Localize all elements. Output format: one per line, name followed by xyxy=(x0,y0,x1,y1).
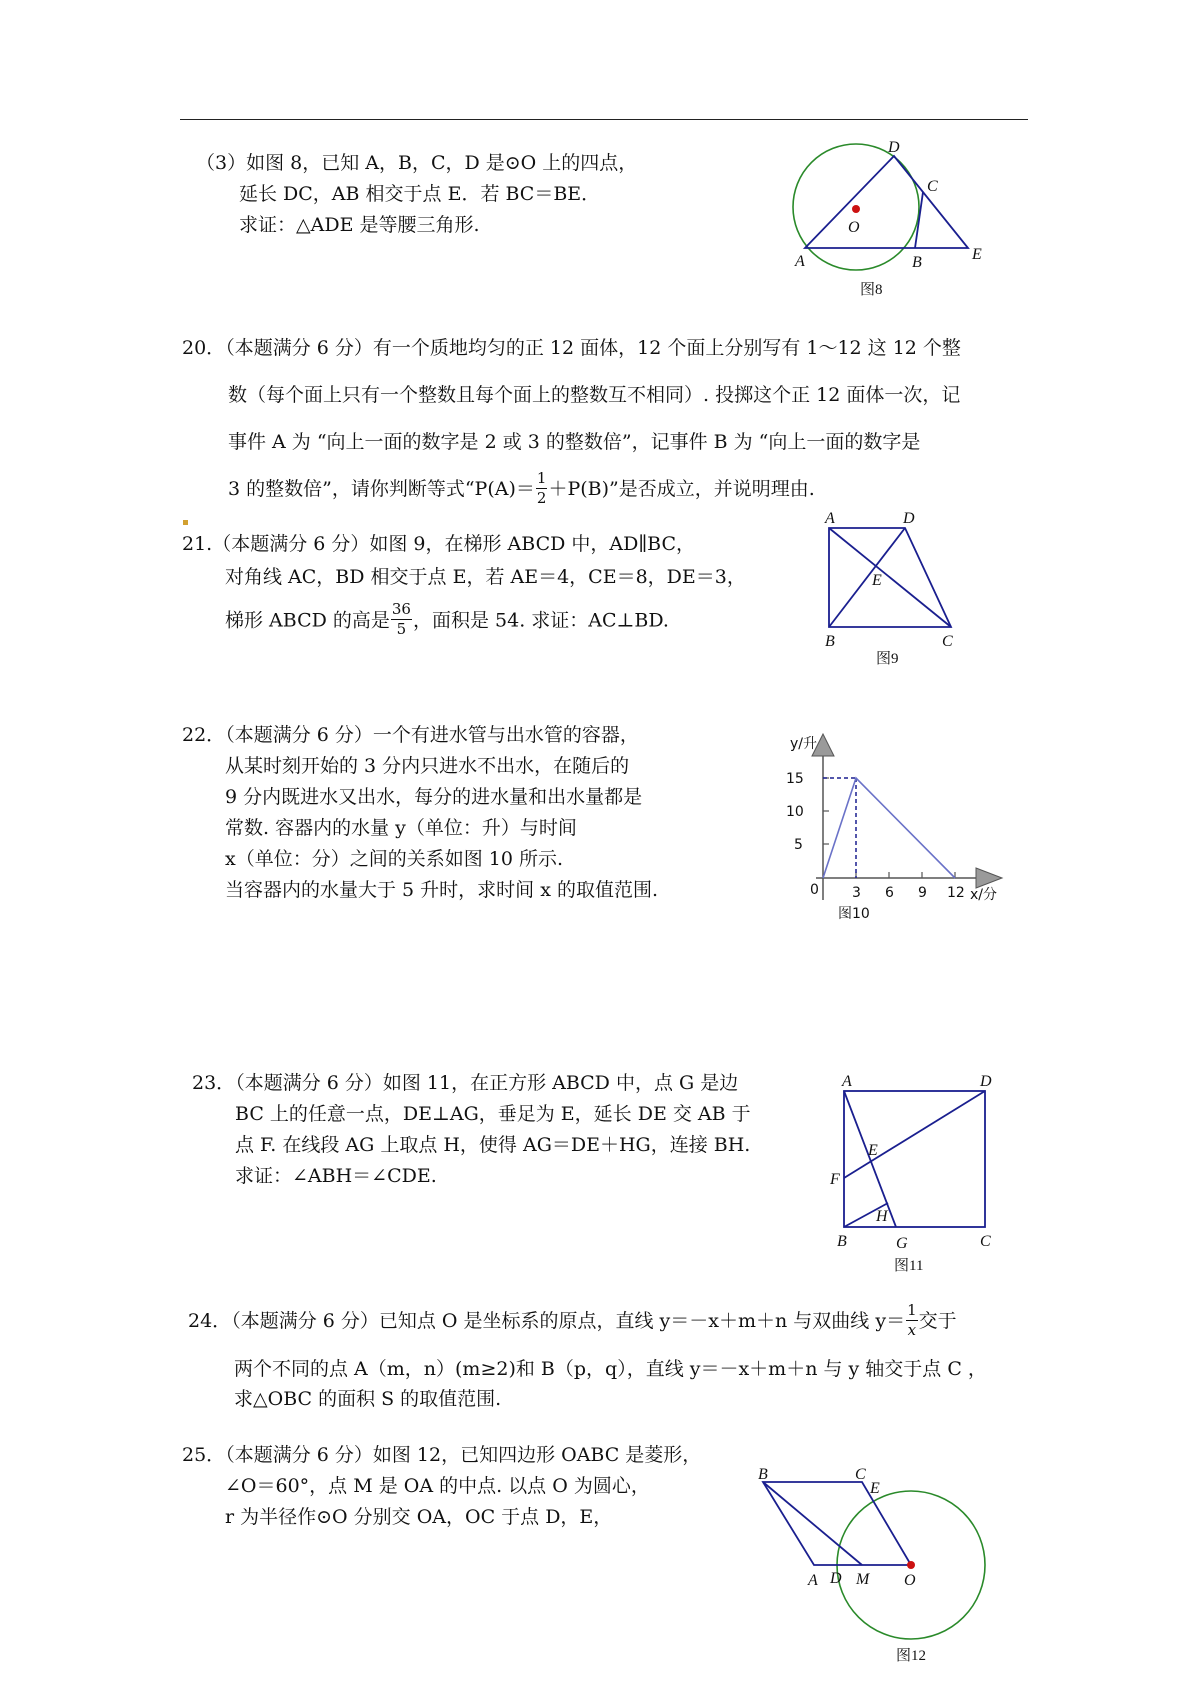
problem-24-line2: 两个不同的点 A（m，n）(m≥2)和 B（p，q），直线 y＝－x＋m＋n 与 y 轴交于点 C ， xyxy=(234,1358,987,1380)
fig12-label-e: E xyxy=(870,1480,880,1497)
problem-20-line1-text: （本题满分 6 分）有一个质地均匀的正 12 面体，12 个面上分别写有 1～12 这 12 个整 xyxy=(225,337,961,359)
scan-mark xyxy=(183,520,188,525)
problem-24-line1 xyxy=(188,1297,987,1345)
problem-20-line4-before: 3 的整数倍”，请你判断等式“P(A)＝ xyxy=(228,478,535,500)
fig9-diagonal-bd xyxy=(829,528,905,627)
fig12-label-a: A xyxy=(808,1572,818,1589)
problem-23-line4: 求证：∠ABH＝∠CDE. xyxy=(235,1165,437,1187)
fraction-thirty-six-fifths xyxy=(391,602,412,637)
problem-22-line1 xyxy=(182,720,658,751)
fraction-numerator: 1 xyxy=(536,468,547,487)
problem-21-number: 21. xyxy=(182,533,213,555)
problem-20 xyxy=(182,325,961,513)
fig9-label-c: C xyxy=(942,633,953,650)
fig11-label-a: A xyxy=(842,1073,852,1090)
problem-22 xyxy=(182,720,658,906)
fig12-label-b: B xyxy=(758,1466,768,1483)
problem-19-3-line2: 延长 DC，AB 相交于点 E．若 BC＝BE． xyxy=(239,183,601,205)
fig10-y-tick-label-5: 5 xyxy=(794,837,803,853)
problem-20-line4-after: ＋P(B)”是否成立，并说明理由. xyxy=(548,478,815,500)
fig8-label-b: B xyxy=(912,254,922,271)
fig10-x-axis-arrow xyxy=(976,868,1002,888)
fig8-caption: 图8 xyxy=(860,282,883,298)
fraction-denominator: 5 xyxy=(396,620,407,638)
problem-20-line4 xyxy=(182,466,961,513)
problem-22-line5: x（单位：分）之间的关系如图 10 所示. xyxy=(225,848,564,870)
fig12-label-o: O xyxy=(904,1572,916,1589)
fraction-denominator: x xyxy=(907,1320,917,1339)
problem-19-3 xyxy=(196,148,637,241)
problem-21-line1-text: （本题满分 6 分）如图 9，在梯形 ABCD 中，AD∥BC， xyxy=(212,533,695,555)
problem-25-number: 25． xyxy=(182,1444,226,1466)
fig8-triangle-ade xyxy=(805,156,968,248)
problem-20-number: 20． xyxy=(182,337,226,359)
fig10-y-label: y/升 xyxy=(790,736,818,752)
fig8-center-dot xyxy=(852,205,860,213)
problem-22-line4: 常数. 容器内的水量 y（单位：升）与时间 xyxy=(225,817,577,839)
fig9-label-a: A xyxy=(825,510,835,527)
problem-21-line2: 对角线 AC，BD 相交于点 E，若 AE＝4，CE＝8，DE＝3， xyxy=(225,566,746,588)
problem-23-line1-text: （本题满分 6 分）如图 11，在正方形 ABCD 中，点 G 是边 xyxy=(235,1072,739,1094)
fig8-label-o: O xyxy=(848,219,860,236)
fig9-label-e: E xyxy=(872,572,882,589)
problem-23-line3: 点 F. 在线段 AG 上取点 H，使得 AG＝DE＋HG，连接 BH. xyxy=(235,1134,751,1156)
figure-10 xyxy=(780,732,1020,922)
problem-25-line2: ∠O＝60°，点 M 是 OA 的中点. 以点 O 为圆心， xyxy=(225,1475,650,1497)
fig8-label-e: E xyxy=(972,246,982,263)
problem-19-3-line3: 求证：△ADE 是等腰三角形. xyxy=(239,214,480,236)
fig9-label-b: B xyxy=(825,633,835,650)
problem-22-line2: 从某时刻开始的 3 分内只进水不出水，在随后的 xyxy=(225,755,630,777)
problem-23-line2: BC 上的任意一点，DE⊥AG，垂足为 E，延长 DE 交 AB 于 xyxy=(235,1103,751,1125)
figure-9 xyxy=(820,510,990,693)
figure-12 xyxy=(750,1462,1010,1692)
fraction-one-half xyxy=(536,468,548,507)
fig12-caption: 图12 xyxy=(896,1648,927,1664)
problem-22-line6: 当容器内的水量大于 5 升时，求时间 x 的取值范围. xyxy=(225,879,659,901)
fig8-label-d: D xyxy=(888,139,900,156)
problem-24-line1-after: 交于 xyxy=(918,1310,957,1332)
problem-25 xyxy=(182,1440,701,1533)
fig10-x-tick-label-3: 3 xyxy=(852,885,861,901)
fig9-label-d: D xyxy=(903,510,915,527)
fraction-numerator: 1 xyxy=(907,1300,917,1319)
fig11-square xyxy=(844,1091,985,1227)
problem-22-line1-text: （本题满分 6 分）一个有进水管与出水管的容器， xyxy=(225,724,639,746)
fraction-one-over-x xyxy=(906,1300,918,1339)
figure-8 xyxy=(790,140,990,300)
problem-22-number: 22． xyxy=(182,724,226,746)
fig10-caption: 图10 xyxy=(838,906,870,922)
fig11-segment-ag xyxy=(844,1091,896,1227)
fig11-label-e: E xyxy=(868,1142,878,1159)
problem-20-line3: 事件 A 为 “向上一面的数字是 2 或 3 的整数倍”，记事件 B 为 “向上一面的数字是 xyxy=(228,431,921,453)
problem-24 xyxy=(188,1297,987,1411)
problem-25-line1 xyxy=(182,1440,701,1471)
fig10-graph-line xyxy=(823,778,955,878)
fig10-x-tick-label-9: 9 xyxy=(918,885,927,901)
fig11-label-c: C xyxy=(980,1233,991,1250)
fig12-center-dot xyxy=(907,1561,915,1569)
fig10-y-tick-label-10: 10 xyxy=(786,804,804,820)
fig12-label-c: C xyxy=(855,1466,866,1483)
fig9-diagonal-ac xyxy=(829,528,951,627)
problem-25-line1-text: （本题满分 6 分）如图 12，已知四边形 OABC 是菱形， xyxy=(225,1444,702,1466)
problem-25-line3: r 为半径作⊙O 分别交 OA，OC 于点 D，E， xyxy=(225,1506,613,1528)
fig10-y-tick-label-15: 15 xyxy=(786,771,804,787)
fig12-segment-bm xyxy=(763,1482,862,1565)
problem-23 xyxy=(192,1068,751,1192)
fig10-origin-label: 0 xyxy=(810,882,819,898)
fig11-label-f: F xyxy=(830,1171,840,1188)
fig10-x-label: x/分 xyxy=(970,887,998,903)
problem-22-line3: 9 分内既进水又出水，每分的进水量和出水量都是 xyxy=(225,786,643,808)
fig10-x-tick-label-12: 12 xyxy=(947,885,965,901)
fig11-label-b: B xyxy=(837,1233,847,1250)
fraction-denominator: 2 xyxy=(536,488,547,507)
fig12-label-d: D xyxy=(830,1570,842,1587)
problem-20-line2: 数（每个面上只有一个整数且每个面上的整数互不相同）. 投掷这个正 12 面体一次，记 xyxy=(228,384,961,406)
fig11-label-h: H xyxy=(876,1208,888,1225)
problem-24-number: 24． xyxy=(188,1310,232,1332)
fig11-label-d: D xyxy=(980,1073,992,1090)
problem-20-line1 xyxy=(182,325,961,372)
problem-21-line3 xyxy=(182,600,746,639)
fig11-segment-df xyxy=(844,1091,985,1178)
problem-24-line1-before: （本题满分 6 分）已知点 O 是坐标系的原点，直线 y＝－x＋m＋n 与双曲线 y＝ xyxy=(231,1310,906,1332)
figure-11 xyxy=(830,1073,1000,1273)
problem-21 xyxy=(182,528,746,639)
fig11-caption: 图11 xyxy=(894,1258,924,1274)
fig12-label-m: M xyxy=(856,1571,870,1588)
problem-21-line3-after: ，面积是 54. 求证：AC⊥BD. xyxy=(412,609,669,632)
fig8-label-c: C xyxy=(927,178,938,195)
problem-19-3-line1: （3）如图 8，已知 A，B，C，D 是⊙O 上的四点， xyxy=(196,152,638,174)
problem-21-line3-before: 梯形 ABCD 的高是 xyxy=(225,609,390,632)
header-rule xyxy=(180,119,1028,120)
fig10-x-tick-label-6: 6 xyxy=(885,885,894,901)
problem-21-line1 xyxy=(182,528,746,561)
fig8-label-a: A xyxy=(795,253,805,270)
problem-24-line3: 求△OBC 的面积 S 的取值范围. xyxy=(234,1388,502,1410)
fraction-numerator: 36 xyxy=(391,600,411,618)
fig9-caption: 图9 xyxy=(876,651,899,667)
problem-23-line1 xyxy=(192,1068,751,1099)
fig11-label-g: G xyxy=(896,1235,908,1252)
problem-23-number: 23． xyxy=(192,1072,236,1094)
